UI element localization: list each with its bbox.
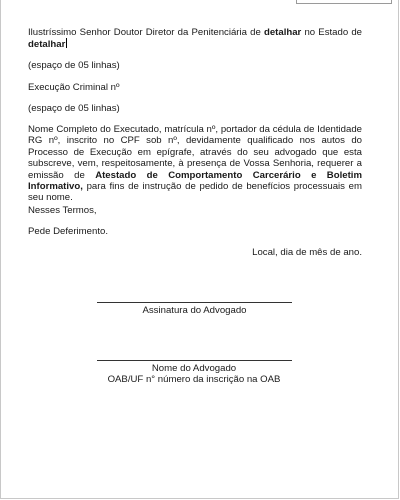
oab-registration: OAB/UF n° número da inscrição na OAB	[107, 374, 281, 385]
place-date: Local, dia de mês de ano.	[252, 247, 362, 258]
name-line	[97, 360, 292, 361]
text-cursor	[66, 38, 67, 48]
spacing-note-1: (espaço de 05 linhas)	[28, 60, 120, 71]
signature-line	[97, 302, 292, 303]
case-reference: Execução Criminal nº	[28, 82, 120, 93]
addressee-line-1: Ilustríssimo Senhor Doutor Diretor da Penitenciária de detalhar no Estado de	[28, 27, 362, 38]
top-tab	[296, 0, 392, 4]
signature-label: Assinatura do Advogado	[142, 305, 247, 316]
document-requested: Atestado de Comportamento Carcerário e Boletim Informativo,	[28, 169, 362, 193]
addressee-state: detalhar	[28, 39, 66, 50]
spacing-note-2: (espaço de 05 linhas)	[28, 103, 120, 114]
request-body: Nome Completo do Executado, matrícula nº, portador da cédula de Identidade RG nº, inscrito no CPF sob nº, devidamente qualificado nos autos do Processo de Execução em epígrafe, através do seu advogado que esta subscreve, vem, respeitosamente, à presença de Vossa Senhoria, requerer a emissão de Atestado de Comportamento Carcerário e Boletim Informativo, para fins de instrução de pedido de benefícios processuais em seu nome.	[28, 124, 362, 204]
addressee-line-2	[28, 38, 362, 50]
closing-terms: Nesses Termos,	[28, 205, 97, 216]
closing-request: Pede Deferimento.	[28, 226, 108, 237]
lawyer-name: Nome do Advogado	[151, 363, 237, 374]
